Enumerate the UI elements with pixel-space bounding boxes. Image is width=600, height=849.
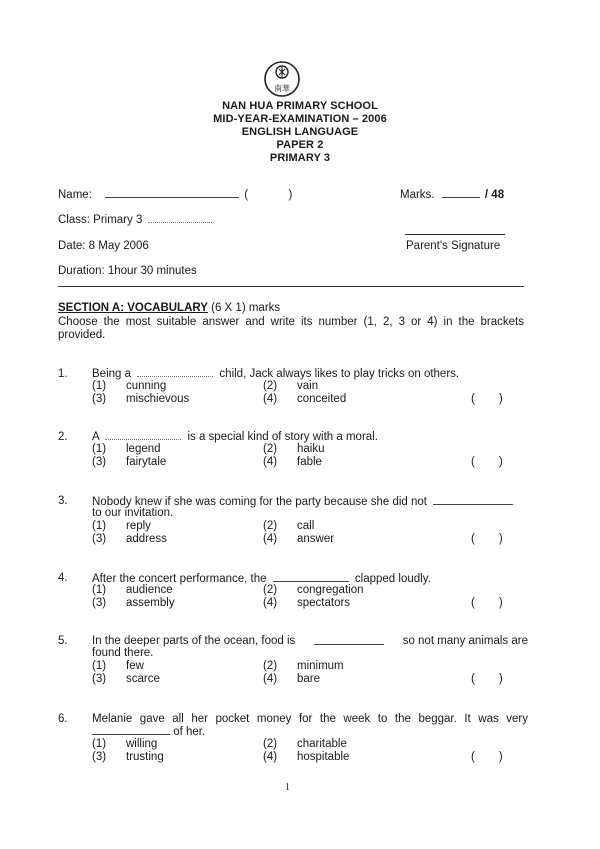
subject-title: ENGLISH LANGUAGE	[241, 126, 359, 138]
option-2: (2) charitable	[263, 738, 347, 750]
question-number: 4.	[58, 572, 68, 584]
school-name: NAN HUA PRIMARY SCHOOL	[222, 100, 378, 112]
option-1: (1) cunning	[92, 380, 167, 392]
option-2: (2) haiku	[263, 443, 325, 455]
option-3: (3) address	[92, 533, 167, 545]
page-number: 1	[285, 782, 290, 793]
signature-line[interactable]	[405, 234, 505, 235]
answer-blank	[92, 725, 170, 735]
question-text-line2: to our invitation.	[92, 507, 174, 519]
level-title: PRIMARY 3	[269, 152, 331, 164]
option-4: (4) bare	[263, 673, 321, 685]
option-2: (2) congregation	[263, 584, 364, 596]
marks-total: / 48	[484, 189, 505, 201]
answer-bracket[interactable]: ( )	[471, 597, 503, 609]
question-text-after: is a special kind of story with a moral.	[187, 431, 378, 443]
name-field	[58, 188, 292, 201]
section-title: SECTION A: VOCABULARY	[58, 302, 208, 314]
option-1: (1) reply	[92, 520, 151, 532]
option-4: (4) conceited	[263, 393, 347, 405]
paper-title: PAPER 2	[276, 139, 324, 151]
section-instruction-line2: provided.	[58, 329, 106, 341]
school-crest-logo	[262, 60, 302, 98]
option-3: (3) assembly	[92, 597, 175, 609]
register-close-paren: )	[288, 189, 293, 201]
divider-line	[58, 286, 524, 287]
question-6	[58, 713, 528, 765]
class-label: Class: Primary 3	[58, 214, 143, 226]
option-4: (4) hospitable	[263, 751, 350, 763]
class-blank[interactable]	[148, 214, 212, 223]
name-blank[interactable]	[105, 188, 239, 198]
class-field	[58, 214, 212, 226]
question-text-before: A	[92, 431, 100, 443]
option-3: (3) mischievous	[92, 393, 190, 405]
duration-text: Duration: 1hour 30 minutes	[58, 265, 197, 277]
question-5	[58, 635, 528, 687]
option-4: (4) fable	[263, 456, 322, 468]
question-text-before: Being a	[92, 368, 132, 380]
marks-blank[interactable]	[442, 188, 480, 198]
option-2: (2) minimum	[263, 660, 344, 672]
question-4	[58, 572, 528, 612]
answer-bracket[interactable]: ( )	[471, 456, 503, 468]
question-number: 5.	[58, 635, 68, 647]
question-number: 1.	[58, 368, 68, 380]
question-text-after: of her.	[173, 726, 206, 738]
question-text-before: In the deeper parts of the ocean, food is	[92, 635, 296, 647]
section-heading	[58, 302, 280, 314]
answer-bracket[interactable]: ( )	[471, 393, 503, 405]
option-3: (3) fairytale	[92, 456, 167, 468]
option-4: (4) spectators	[263, 597, 351, 609]
question-text-before: After the concert performance, the	[92, 573, 267, 585]
question-text-line2: found there.	[92, 647, 154, 659]
question-text	[92, 431, 378, 443]
question-3	[58, 495, 528, 547]
answer-blank	[137, 368, 213, 377]
question-1	[58, 368, 528, 408]
question-number: 6.	[58, 713, 68, 725]
question-text-after: clapped loudly.	[354, 573, 431, 585]
answer-bracket[interactable]: ( )	[471, 673, 503, 685]
question-text	[92, 368, 459, 380]
option-2: (2) vain	[263, 380, 319, 392]
question-number: 2.	[58, 431, 68, 443]
answer-blank	[314, 635, 384, 645]
question-number: 3.	[58, 495, 68, 507]
exam-title: MID-YEAR-EXAMINATION – 2006	[213, 113, 387, 125]
option-3: (3) scarce	[92, 673, 160, 685]
marks-field	[400, 188, 504, 201]
question-text-after: so not many animals are	[402, 635, 528, 647]
answer-blank	[433, 495, 513, 505]
section-instruction-line1: Choose the most suitable answer and write its number (1, 2, 3 or 4) in the brackets	[58, 316, 524, 328]
option-2: (2) call	[263, 520, 315, 532]
question-text: Melanie gave all her pocket money for the week to the beggar. It was very	[92, 713, 528, 725]
option-3: (3) trusting	[92, 751, 164, 763]
option-1: (1) legend	[92, 443, 161, 455]
date-text: Date: 8 May 2006	[58, 240, 149, 252]
option-1: (1) audience	[92, 584, 173, 596]
answer-blank	[105, 431, 181, 440]
name-label: Name:	[58, 189, 92, 201]
answer-bracket[interactable]: ( )	[471, 533, 503, 545]
marks-label: Marks.	[400, 189, 435, 201]
section-marks: (6 X 1) marks	[207, 302, 281, 314]
question-text-before: Nobody knew if she was coming for the party because she did not	[92, 496, 427, 508]
question-text	[92, 635, 528, 647]
option-4: (4) answer	[263, 533, 335, 545]
question-text-after: child, Jack always likes to play tricks on others.	[219, 368, 460, 380]
signature-label: Parent's Signature	[406, 240, 501, 252]
register-open-paren: (	[244, 189, 249, 201]
option-1: (1) willing	[92, 738, 158, 750]
question-2	[58, 431, 528, 471]
answer-blank	[273, 572, 349, 582]
answer-bracket[interactable]: ( )	[471, 751, 503, 763]
option-1: (1) few	[92, 660, 144, 672]
question-text-line2	[92, 725, 205, 738]
svg-text:南華: 南華	[274, 84, 290, 93]
